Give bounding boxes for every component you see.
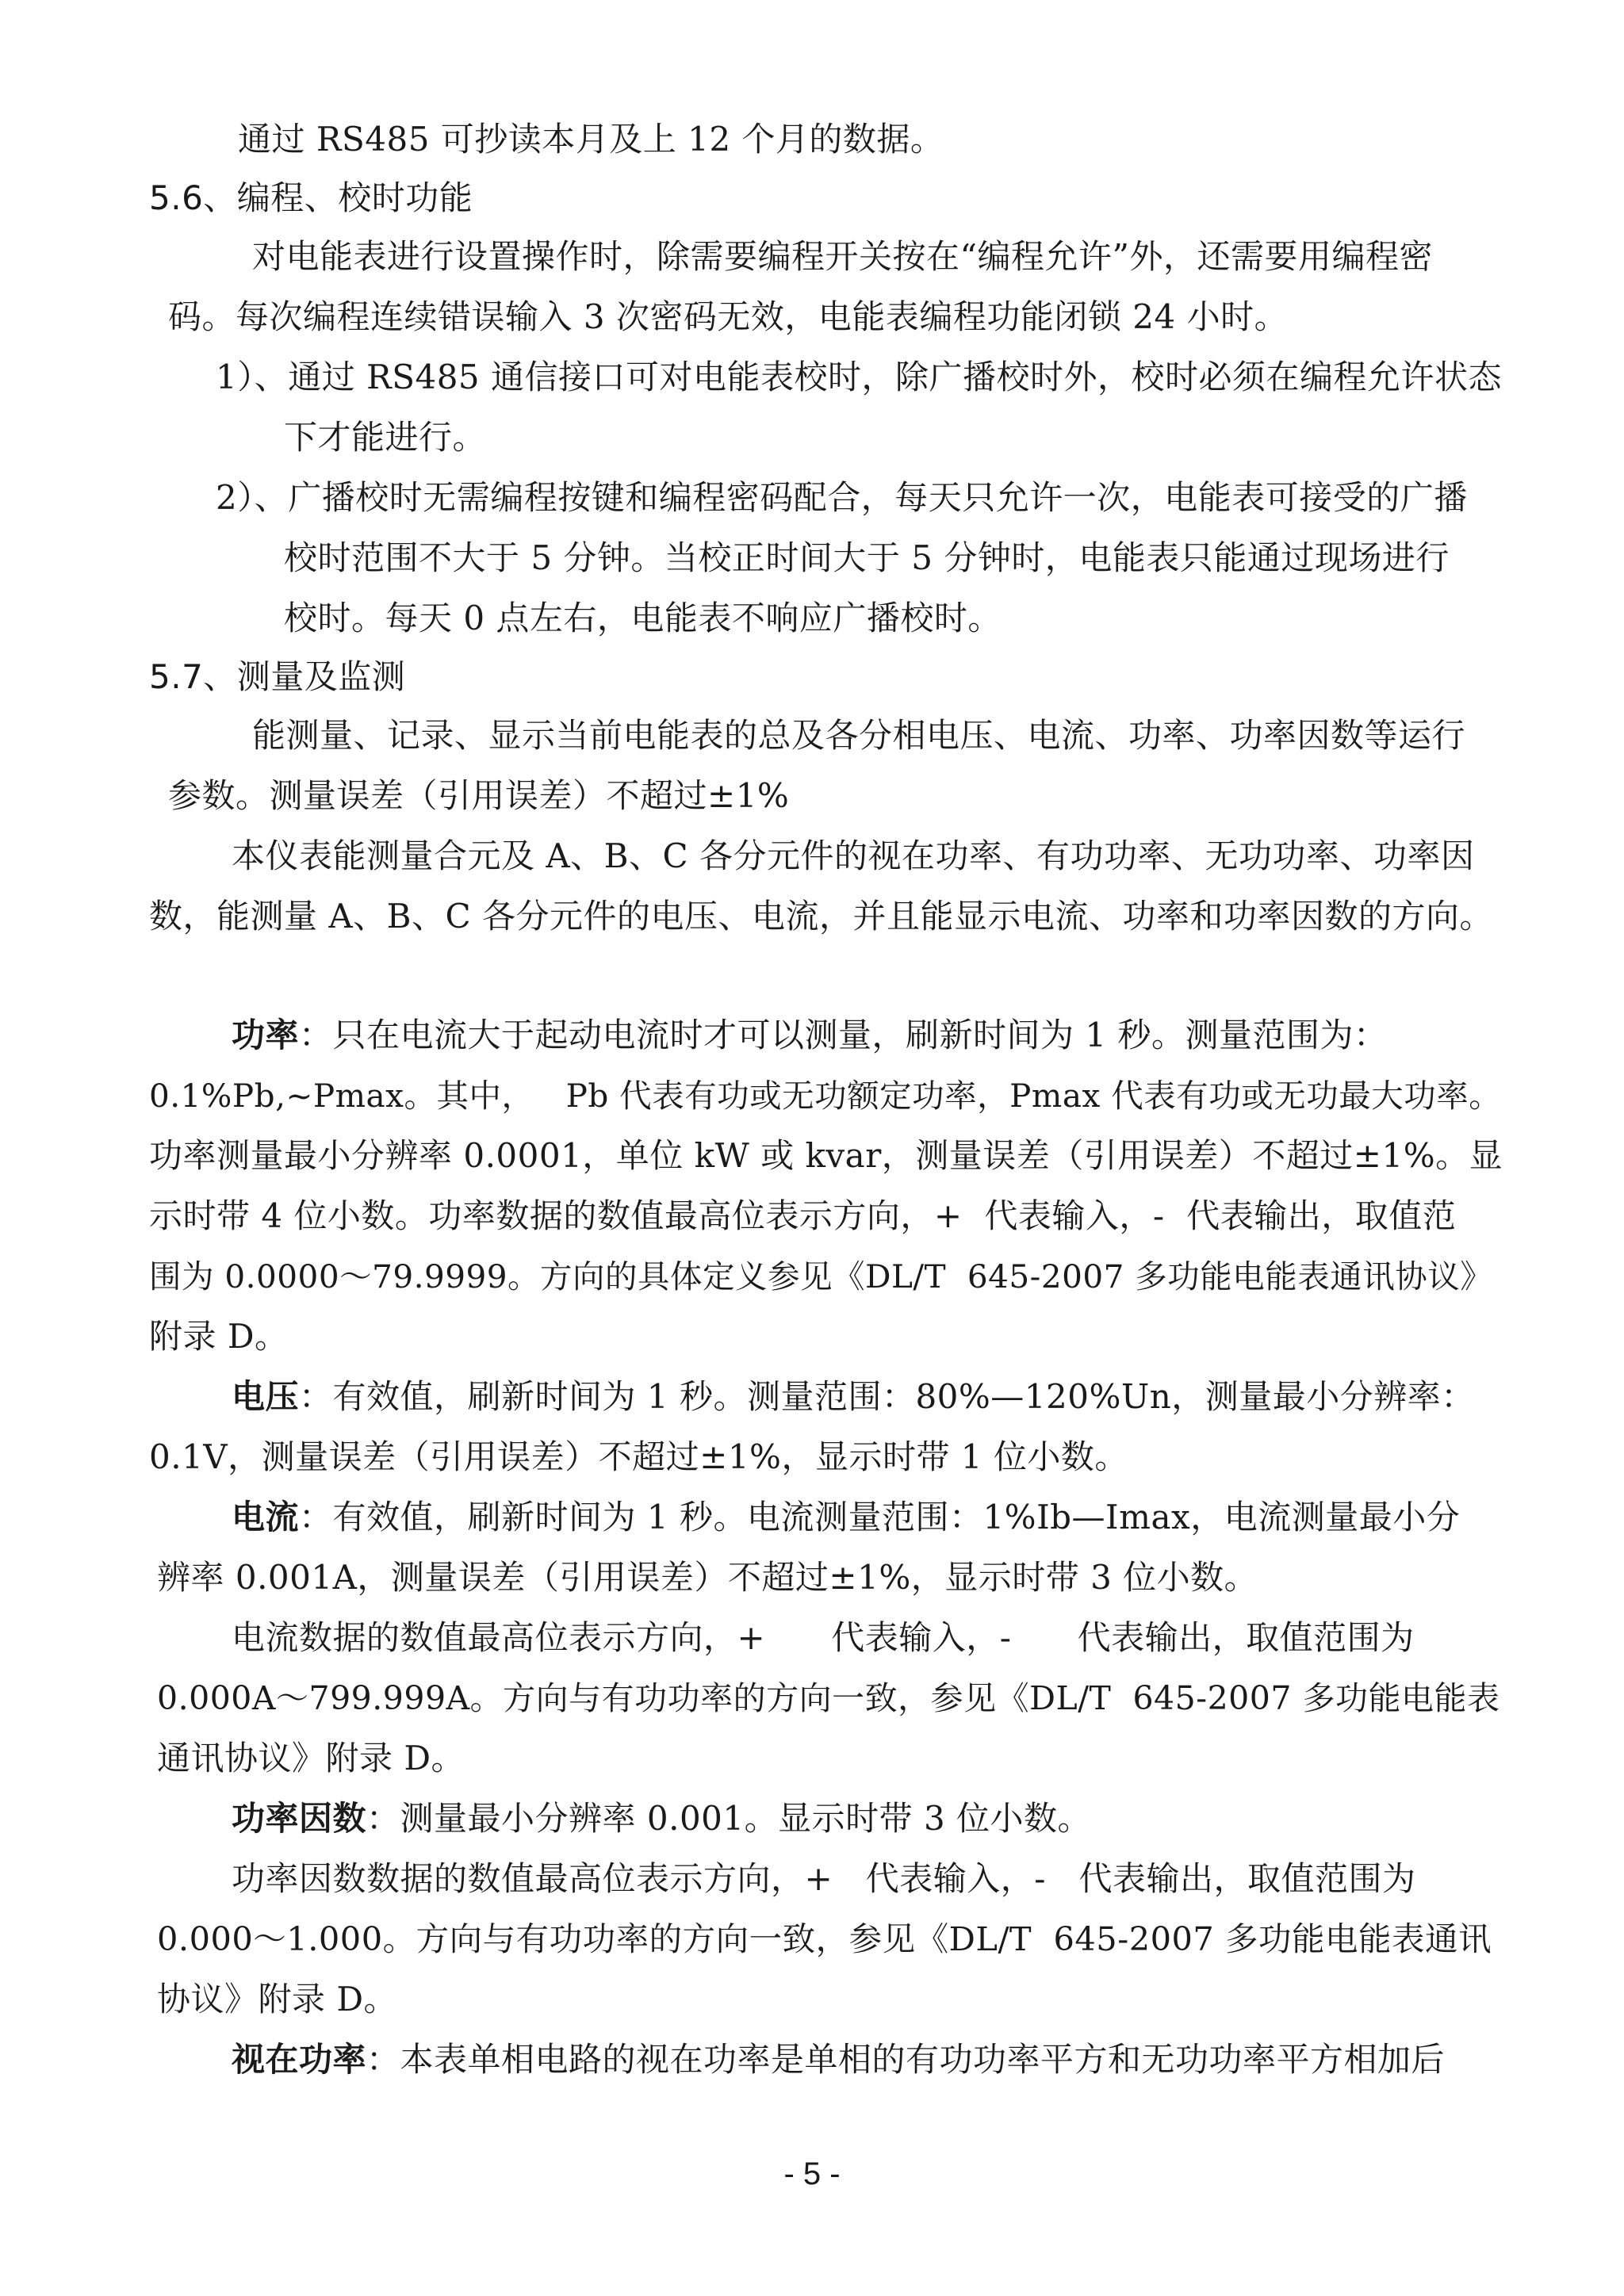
paragraph-line: 围为 0.0000～79.9999。方向的具体定义参见《DL/T 645-2007 多功能电能表通讯协议》	[149, 1257, 1493, 1295]
paragraph-line: 0.000～1.000。方向与有功功率的方向一致，参见《DL/T 645-2007 多功能电能表通讯	[157, 1919, 1492, 1958]
apparent-power-term: 视在功率	[232, 2040, 367, 2079]
list-item-1-cont: 下才能进行。	[284, 418, 487, 457]
paragraph-line: 功率测量最小分辨率 0.0001，单位 kW 或 kvar，测量误差（引用误差）不超过±1%。显	[149, 1136, 1503, 1175]
list-item-2: 2）、广播校时无需编程按键和编程密码配合，每天只允许一次，电能表可接受的广播	[216, 478, 1468, 517]
paragraph-line: 附录 D。	[149, 1317, 289, 1356]
paragraph-line: 通讯协议》附录 D。	[157, 1739, 465, 1777]
current-paragraph: 电流：有效值，刷新时间为 1 秒。电流测量范围：1%Ib—Imax，电流测量最小分	[232, 1498, 1461, 1536]
paragraph-line: 0.1%Pb,~Pmax。其中， Pb 代表有功或无功额定功率，Pmax 代表有功或无功最大功率。	[149, 1077, 1502, 1115]
power-factor-term: 功率因数	[232, 1799, 367, 1838]
paragraph-line: 本仪表能测量合元及 A、B、C 各分元件的视在功率、有功功率、无功功率、功率因	[232, 836, 1475, 875]
paragraph-line: 通过 RS485 可抄读本月及上 12 个月的数据。	[238, 120, 944, 159]
section-heading-5-7: 5.7、测量及监测	[149, 657, 406, 696]
power-paragraph: 功率：只在电流大于起动电流时才可以测量，刷新时间为 1 秒。测量范围为：	[232, 1016, 1388, 1054]
voltage-paragraph: 电压：有效值，刷新时间为 1 秒。测量范围：80%—120%Un，测量最小分辨率：	[232, 1377, 1475, 1416]
paragraph-line: 能测量、记录、显示当前电能表的总及各分相电压、电流、功率、功率因数等运行	[252, 716, 1466, 755]
power-term: 功率	[232, 1016, 300, 1054]
voltage-term: 电压	[232, 1377, 300, 1416]
paragraph-line: 0.1V，测量误差（引用误差）不超过±1%，显示时带 1 位小数。	[149, 1437, 1128, 1476]
paragraph-line: 功率因数数据的数值最高位表示方向，+ 代表输入，- 代表输出，取值范围为	[232, 1859, 1416, 1898]
apparent-power-paragraph: 视在功率：本表单相电路的视在功率是单相的有功功率平方和无功功率平方相加后	[232, 2040, 1446, 2079]
current-term: 电流	[232, 1498, 300, 1536]
paragraph-line: 示时带 4 位小数。功率数据的数值最高位表示方向，+ 代表输入，- 代表输出，取值范	[149, 1196, 1457, 1235]
paragraph-line: 辨率 0.001A，测量误差（引用误差）不超过±1%，显示时带 3 位小数。	[157, 1558, 1258, 1597]
list-item-2-cont: 校时范围不大于 5 分钟。当校正时间大于 5 分钟时，电能表只能通过现场进行	[284, 538, 1450, 577]
paragraph-line: 数，能测量 A、B、C 各分元件的电压、电流，并且能显示电流、功率和功率因数的方向。	[149, 897, 1494, 936]
paragraph-line: 参数。测量误差（引用误差）不超过±1%	[168, 776, 790, 815]
power-factor-paragraph: 功率因数：测量最小分辨率 0.001。显示时带 3 位小数。	[232, 1799, 1092, 1838]
paragraph-line: 电流数据的数值最高位表示方向，+ 代表输入，- 代表输出，取值范围为	[232, 1618, 1415, 1657]
list-item-1: 1）、通过 RS485 通信接口可对电能表校时，除广播校时外，校时必须在编程允许状态	[216, 358, 1502, 396]
paragraph-line: 码。每次编程连续错误输入 3 次密码无效，电能表编程功能闭锁 24 小时。	[168, 297, 1289, 336]
paragraph-line: 协议》附录 D。	[157, 1980, 398, 2019]
paragraph-line: 对电能表进行设置操作时，除需要编程开关按在“编程允许”外，还需要用编程密	[252, 237, 1433, 276]
paragraph-line: 0.000A～799.999A。方向与有功功率的方向一致，参见《DL/T 645-2007 多功能电能表	[157, 1679, 1500, 1717]
page-number: - 5 -	[783, 2156, 841, 2191]
section-heading-5-6: 5.6、编程、校时功能	[149, 178, 473, 217]
list-item-2-cont: 校时。每天 0 点左右，电能表不响应广播校时。	[284, 599, 1002, 637]
